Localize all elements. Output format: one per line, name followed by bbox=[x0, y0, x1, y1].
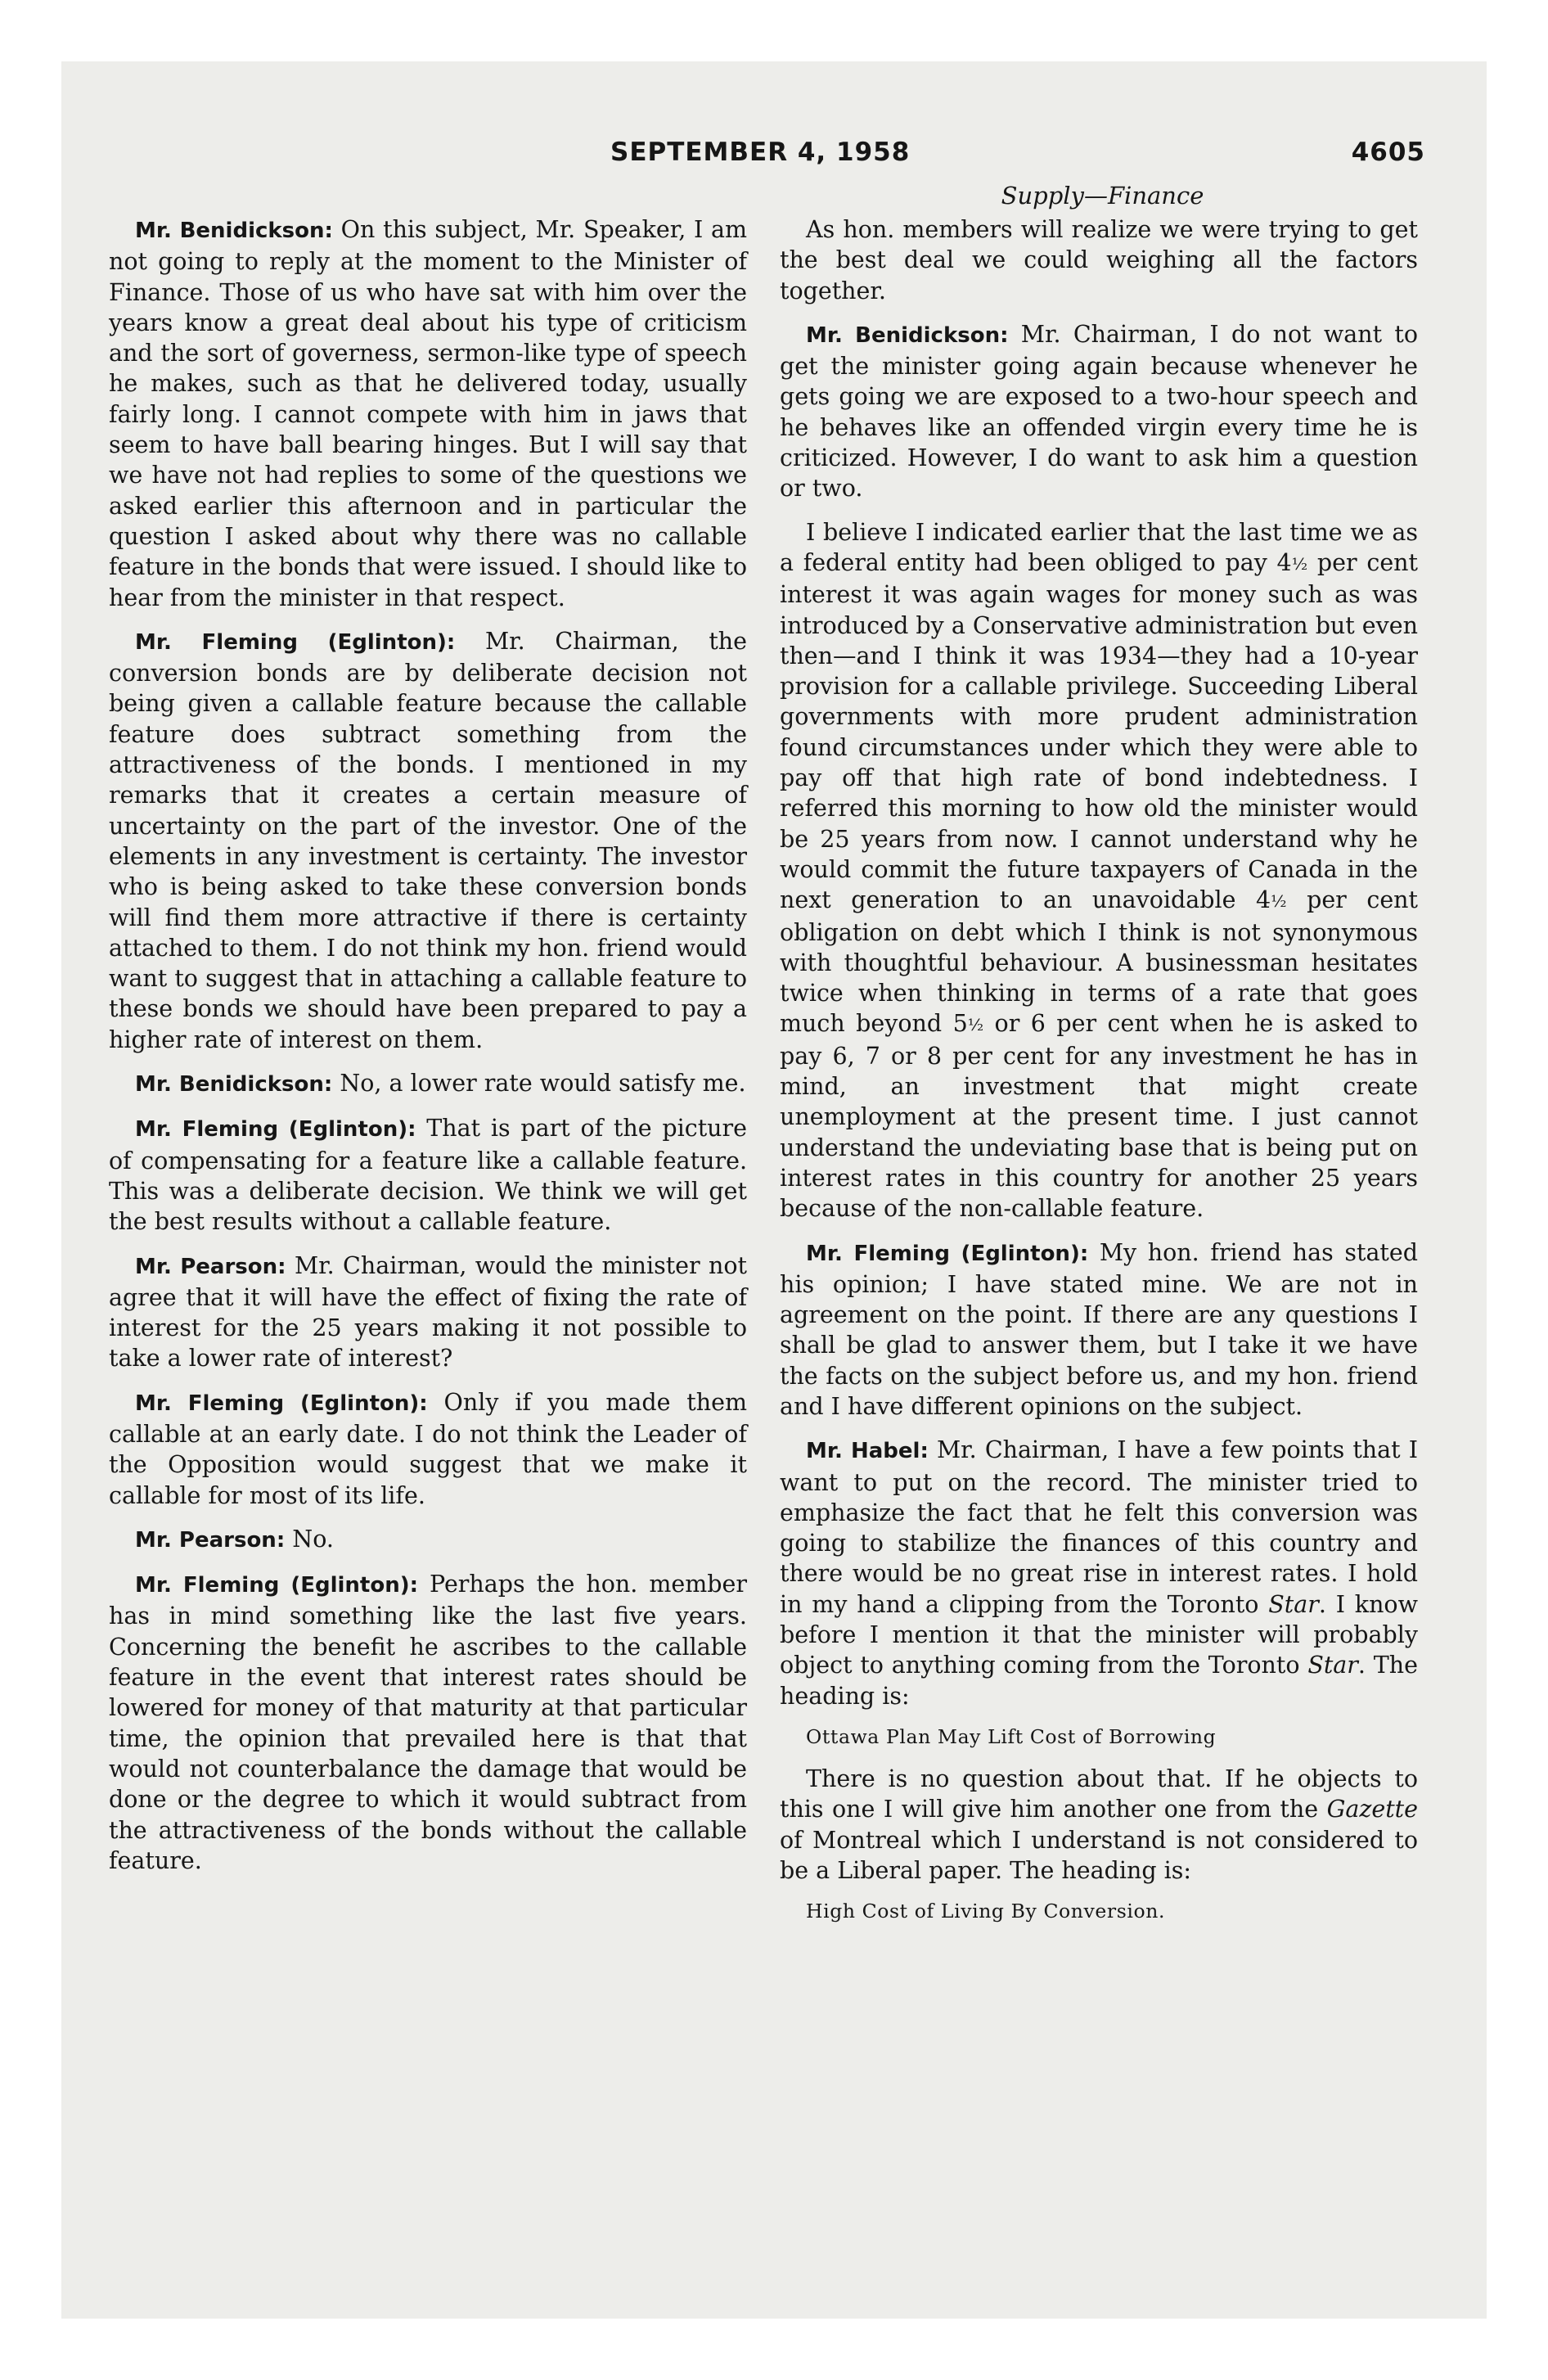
speaker-name: Mr. Pearson: bbox=[135, 1254, 286, 1279]
speech-text: That is part of the picture of compensating for a feature like a callable feature. This was a deliberate decision. We think we will get the best results without a callable feature. bbox=[109, 1115, 747, 1236]
quoted-headline: Ottawa Plan May Lift Cost of Borrowing bbox=[806, 1724, 1217, 1748]
newspaper-name: Star bbox=[1268, 1590, 1319, 1618]
speaker-name: Mr. Habel: bbox=[806, 1439, 929, 1464]
fraction: ½ bbox=[967, 1015, 984, 1035]
fraction: ½ bbox=[1291, 553, 1308, 574]
speech-text: . The heading is: bbox=[780, 1652, 1418, 1710]
page-header bbox=[0, 137, 1548, 170]
quoted-headline: High Cost of Living By Conversion. bbox=[806, 1900, 1166, 1923]
paragraph bbox=[780, 1237, 1418, 1422]
speaker-name: Mr. Benidickson: bbox=[806, 322, 1009, 348]
speech-text: No, a lower rate would satisfy me. bbox=[340, 1070, 746, 1098]
speech-text: I believe I indicated earlier that the last time we as a federal entity had been obliged to pay 4 bbox=[780, 518, 1418, 576]
speech-text: Mr. Chairman, I have a few points that I want to put on the record. The minister tried to emphasize the fact that he felt this conversion was going to stabilize the finances of this country and there would be no great rise in interest rates. I hold in my hand a clipping from the Toronto bbox=[780, 1436, 1418, 1618]
speech-text: per cent interest it was again wages for money such as was introduced by a Conservative administration but even then—and I think it was 1934—they had a 10-year provision for a callable privilege. Succeeding Liberal governments with more prudent administration found circumstances under which they were able to pay off that high rate of bond indebtedness. I referred this morning to how old the minister would be 25 years from now. I cannot understand why he would commit the future taxpayers of Canada in the next generation to an unavoidable 4 bbox=[780, 548, 1418, 914]
speech-text: Perhaps the hon. member has in mind something like the last five years. Concerning the benefit he ascribes to the callable feature in the event that interest rates should be lowered for money of that maturity at that particular time, the opinion that prevailed here is that that would not counterbalance the damage that would be done or the degree to which it would subtract from the attractiveness of the bonds without the callable feature. bbox=[109, 1571, 747, 1874]
paragraph bbox=[109, 1569, 747, 1876]
speech-text: Mr. Chairman, would the minister not agree that it will have the effect of fixing the rate of interest for the 25 years making it not possible to take a lower rate of interest? bbox=[109, 1251, 747, 1373]
paragraph bbox=[780, 517, 1418, 1224]
speaker-name: Mr. Benidickson: bbox=[135, 1072, 333, 1098]
speaker-name: Mr. Fleming (Eglinton): bbox=[135, 629, 456, 655]
paragraph bbox=[780, 1764, 1418, 1886]
paragraph bbox=[109, 1387, 747, 1511]
speaker-name: Mr. Pearson: bbox=[135, 1527, 286, 1553]
paragraph bbox=[109, 1113, 747, 1237]
header-date: SEPTEMBER 4, 1958 bbox=[610, 137, 911, 167]
paragraph bbox=[109, 214, 747, 613]
paragraph bbox=[109, 1251, 747, 1374]
speech-text: As hon. members will realize we were trying to get the best deal we could weighing all the factors together. bbox=[780, 216, 1418, 304]
speech-text: On this subject, Mr. Speaker, I am not going to reply at the moment to the Minister of Finance. Those of us who have sat with him over the years know a great deal about his type of criticism and the sort of governess, sermon-like type of speech he makes, such as that he delivered today, usually fairly long. I cannot compete with him in jaws that seem to have ball bearing hinges. But I will say that we have not had replies to some of the questions we asked earlier this afternoon and in particular the question I asked about why there was no callable feature in the bonds that were issued. I should like to hear from the minister in that respect. bbox=[109, 216, 748, 611]
newspaper-name: Star bbox=[1307, 1652, 1358, 1679]
speech-text: of Montreal which I understand is not considered to be a Liberal paper. The heading is: bbox=[780, 1826, 1418, 1884]
speaker-name: Mr. Fleming (Eglinton): bbox=[135, 1117, 416, 1143]
speaker-name: Mr. Fleming (Eglinton): bbox=[806, 1241, 1089, 1266]
paragraph bbox=[109, 1068, 747, 1100]
speech-text: or 6 per cent when he is asked to pay 6, 7 or 8 per cent for any investment he has in mind, an investment that might create unemployment at the present time. I just cannot understand the undeviating base that is being put on interest rates in this country for another 25 years because of the non-callable feature. bbox=[780, 1010, 1418, 1223]
speech-text: Mr. Chairman, the conversion bonds are by deliberate decision not being given a callable feature because the callable feature does subtract something from the attractiveness of the bonds. I mentioned in my remarks that it creates a certain measure of uncertainty on the part of the investor. One of the elements in any investment is certainty. The investor who is being asked to take these conversion bonds will find them more attractive if there is certainty attached to them. I do not think my hon. friend would want to suggest that in attaching a callable feature to these bonds we should have been prepared to pay a higher rate of interest on them. bbox=[109, 627, 748, 1053]
page-number: 4605 bbox=[1351, 137, 1425, 167]
speech-text: Mr. Chairman, I do not want to get the minister going again because whenever he gets going we are exposed to a two-hour speech and he behaves like an offended virgin every time he is criticized. However, I do want to ask him a question or two. bbox=[780, 320, 1419, 503]
paragraph bbox=[780, 214, 1418, 306]
speaker-name: Mr. Fleming (Eglinton): bbox=[135, 1573, 419, 1598]
running-head: Supply—Finance bbox=[1001, 182, 1204, 210]
speech-text: There is no question about that. If he objects to this one I will give him another one from the bbox=[780, 1765, 1418, 1823]
speech-text: Only if you made them callable at an early date. I do not think the Leader of the Opposition would suggest that we make it callable for most of its life. bbox=[109, 1388, 747, 1509]
paragraph bbox=[780, 1435, 1418, 1711]
speech-text: . I know before I mention it that the minister will probably object to anything coming from the Toronto bbox=[780, 1590, 1418, 1679]
speech-text: per cent obligation on debt which I think is not synonymous with thoughtful behaviour. A businessman hesitates twice when thinking in terms of a rate that goes much beyond 5 bbox=[780, 886, 1418, 1038]
speaker-name: Mr. Benidickson: bbox=[135, 219, 333, 243]
right-column bbox=[780, 214, 1418, 1938]
newspaper-name: Gazette bbox=[1326, 1796, 1418, 1823]
paragraph bbox=[109, 1524, 747, 1556]
speech-text: No. bbox=[292, 1525, 334, 1553]
paragraph bbox=[780, 319, 1418, 504]
fraction: ½ bbox=[1271, 891, 1287, 912]
speaker-name: Mr. Fleming (Eglinton): bbox=[135, 1391, 428, 1416]
speech-text: My hon. friend has stated his opinion; I have stated mine. We are not in agreement on the point. If there are any questions I shall be glad to answer them, but I take it we have the facts on the subject before us, and my hon. friend and I have different opinions on the subject. bbox=[780, 1238, 1418, 1420]
left-column bbox=[109, 214, 747, 1889]
paragraph bbox=[109, 626, 747, 1055]
